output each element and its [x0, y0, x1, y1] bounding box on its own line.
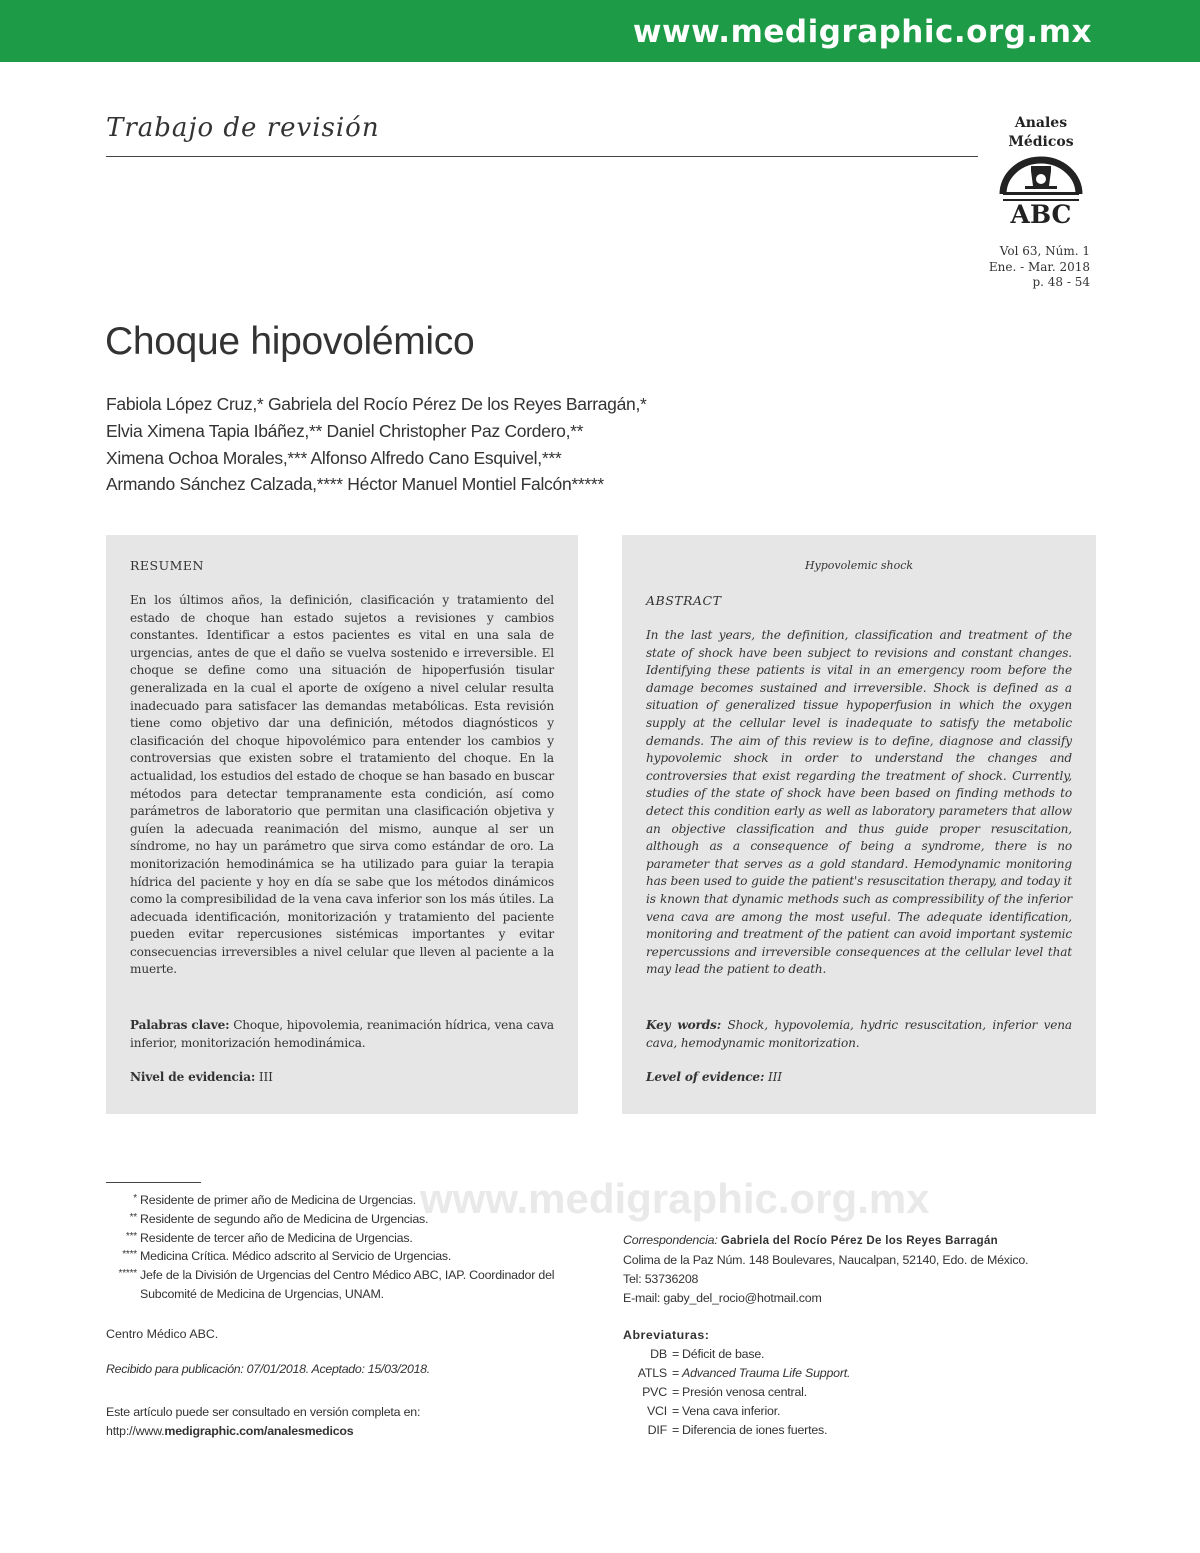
resumen-body: En los últimos años, la definición, clasificación y tratamiento del estado de choque han estado sujetos a revisiones y cambios constantes. Identificar a estos pacientes es vital en una sala de urgencias, antes de que el daño se vuelva sostenido e irreversible. El choque se define como una situación de hipoperfusión tisular generalizada en la cual el aporte de oxígeno a nivel celular resulta inadecuado para satisfacer las demandas metabólicas. Esta revisión tiene como objetivo dar una definición, métodos diagnósticos y clasificación del choque hipovolémico para entender los cambios y controversias que existen sobre el tratamiento del choque. En la actualidad, los estudios del estado de choque se han basado en buscar métodos para detectar tempranamente esta condición, así como parámetros de laboratorio que permitan una clasificación objetiva y guíen la adecuada reanimación del mismo, aunque al ser un síndrome, no hay un parámetro que sirva como estándar de oro. La monitorización hemodinámica se ha utilizado para guiar la terapia hídrica del paciente y hoy en día se sabe que los métodos dinámicos como la compresibilidad de la vena cava inferior son los más útiles. La adecuada identificación, monitorización y tratamiento del paciente pueden evitar repercusiones sistémicas importantes y evitar consecuencias irreversibles a nivel celular que lleven al paciente a la muerte.: [130, 593, 554, 977]
level-value: III: [258, 1070, 273, 1084]
abstract-body: In the last years, the definition, classification and treatment of the state of shock have been subject to revisions and constant changes. Identifying these patients is vital in an emergency room before the damage becomes sustained and irreversible. Shock is defined as a situation of generalized tissue hypoperfusion in which the oxygen supply at the cellular level is inadequate to satisfy the metabolic demands. The aim of this review is to define, diagnose and classify hypovolemic shock in order to understand the changes and controversies that exist regarding the treatment of shock. Currently, studies of the state of shock have been based on finding methods to detect this condition early as well as laboratory parameters that allow an objective classification and thus guide proper resuscitation, although as a consequence of being a syndrome, there is no parameter that serves as a gold standard. Hemodynamic monitoring has been used to guide the patient's resuscitation therapy, and today it is known that dynamic methods such as compressibility of the inferior vena cava are among the most useful. The adequate identification, monitoring and treatment of the patient can avoid important systemic repercussions and irreversible consequences at the cellular level that may lead the patient to death.: [646, 628, 1072, 977]
correspondence-phone: Tel: 53736208: [623, 1272, 699, 1286]
footnote-mark: *****: [118, 1268, 137, 1280]
site-header-bar: [0, 0, 1200, 62]
abbreviation-item: ATLS = Advanced Trauma Life Support.: [623, 1364, 1093, 1383]
level-label: Nivel de evidencia:: [130, 1070, 256, 1084]
abbreviation-item: DB = Déficit de base.: [623, 1345, 1093, 1364]
resumen-level: [130, 1069, 554, 1087]
footnote: [106, 1266, 576, 1304]
journal-issue-info: [960, 244, 1090, 291]
abc-seal-icon: [995, 152, 1087, 226]
resumen-box: [106, 535, 578, 1114]
article-title: Choque hipovolémico: [105, 320, 475, 363]
author-line: Ximena Ochoa Morales,*** Alfonso Alfredo Cano Esquivel,***: [106, 447, 562, 468]
consult-text: Este artículo puede ser consultado en versión completa en:: [106, 1405, 421, 1419]
received-dates: Recibido para publicación: 07/01/2018. Aceptado: 15/03/2018.: [106, 1362, 430, 1376]
abbreviations-heading: Abreviaturas:: [623, 1328, 710, 1342]
footnote: [106, 1229, 576, 1248]
abbreviation-item: DIF = Diferencia de iones fuertes.: [623, 1421, 1093, 1440]
abbreviation-definition: Diferencia de iones fuertes.: [682, 1423, 828, 1437]
correspondence-name: Gabriela del Rocío Pérez De los Reyes Barragán: [720, 1235, 998, 1247]
abstract-heading: ABSTRACT: [646, 593, 722, 608]
watermark: www.medigraphic.org.mx: [420, 1175, 930, 1222]
footnote-text: Jefe de la División de Urgencias del Centro Médico ABC, IAP. Coordinador del Subcomité de Medicina de Urgencias, UNAM.: [140, 1268, 555, 1301]
footnote: [106, 1191, 576, 1210]
journal-period: Ene. - Mar. 2018: [988, 259, 1090, 274]
footnote-mark: ****: [122, 1249, 137, 1261]
abstract-box: [622, 535, 1096, 1114]
abbreviation-code: PVC: [642, 1385, 667, 1399]
abbreviation-item: VCI = Vena cava inferior.: [623, 1402, 1093, 1421]
resumen-heading: RESUMEN: [130, 558, 204, 573]
keywords-label: Palabras clave:: [130, 1018, 230, 1032]
logo-abc-text: ABC: [1010, 200, 1072, 226]
footnote-mark: *: [133, 1193, 137, 1204]
abbreviation-definition: Déficit de base.: [682, 1347, 765, 1361]
abbreviation-definition: Vena cava inferior.: [682, 1404, 781, 1418]
abstract-keywords: [646, 1017, 1072, 1052]
abbreviation-code: DB: [650, 1347, 667, 1361]
footnote-text: Medicina Crítica. Médico adscrito al Servicio de Urgencias.: [140, 1249, 452, 1264]
journal-url-link[interactable]: [106, 1422, 420, 1441]
journal-volume: Vol 63, Núm. 1: [999, 244, 1090, 258]
correspondence-label: Correspondencia:: [623, 1233, 718, 1247]
keywords-text: Choque, hipovolemia, reanimación hídrica, vena cava inferior, monitorización hemodinámica.: [130, 1018, 554, 1050]
affiliation: Centro Médico ABC.: [106, 1327, 219, 1341]
abbreviation-code: VCI: [646, 1404, 667, 1418]
consult-note: [106, 1403, 420, 1441]
footnote-mark: ***: [125, 1230, 137, 1242]
footnote-mark: **: [129, 1211, 137, 1223]
author-line: Elvia Ximena Tapia Ibáñez,** Daniel Christopher Paz Cordero,**: [106, 420, 584, 441]
level-label: Level of evidence:: [646, 1070, 765, 1084]
correspondence: [623, 1231, 1093, 1308]
footnote-text: Residente de tercer año de Medicina de Urgencias.: [140, 1230, 413, 1245]
abstract-level: [646, 1069, 1072, 1087]
section-divider: [106, 156, 978, 157]
author-line: Armando Sánchez Calzada,**** Héctor Manuel Montiel Falcón*****: [106, 474, 604, 495]
abbreviations: [623, 1326, 1093, 1440]
footnote-text: Residente de segundo año de Medicina de Urgencias.: [140, 1211, 429, 1226]
url-prefix: http://www.: [106, 1424, 165, 1438]
footnote: [106, 1247, 576, 1266]
journal-name-line1: Anales: [1014, 115, 1068, 131]
abbreviation-definition: Advanced Trauma Life Support.: [682, 1366, 851, 1380]
site-url-link[interactable]: www.medigraphic.org.mx: [632, 14, 1092, 50]
abbreviation-definition: Presión venosa central.: [682, 1385, 807, 1399]
english-title: Hypovolemic shock: [804, 559, 914, 572]
journal-pages: p. 48 - 54: [1032, 275, 1090, 289]
level-value: III: [768, 1070, 782, 1084]
footnote-text: Residente de primer año de Medicina de Urgencias.: [140, 1193, 417, 1207]
footnotes: [106, 1191, 576, 1304]
keywords-label: Key words:: [646, 1018, 722, 1032]
abbreviation-item: PVC = Presión venosa central.: [623, 1383, 1093, 1402]
abbreviation-code: DIF: [647, 1423, 667, 1437]
footnote: [106, 1210, 576, 1229]
abbreviation-code: ATLS: [637, 1366, 667, 1380]
keywords-text: Shock, hypovolemia, hydric resuscitation, inferior vena cava, hemodynamic monitorization.: [646, 1018, 1072, 1050]
section-label: Trabajo de revisión: [106, 113, 380, 143]
correspondence-email[interactable]: E-mail: gaby_del_rocio@hotmail.com: [623, 1291, 822, 1305]
correspondence-address: Colima de la Paz Núm. 148 Boulevares, Naucalpan, 52140, Edo. de México.: [623, 1253, 1029, 1267]
footnote-divider: [106, 1182, 201, 1183]
journal-logo: [995, 114, 1087, 231]
author-line: Fabiola López Cruz,* Gabriela del Rocío Pérez De los Reyes Barragán,*: [106, 394, 647, 414]
author-list: [106, 391, 866, 498]
resumen-keywords: [130, 1017, 554, 1052]
url-domain: medigraphic.com/analesmedicos: [164, 1424, 354, 1438]
journal-name-line2: Médicos: [1008, 134, 1074, 150]
